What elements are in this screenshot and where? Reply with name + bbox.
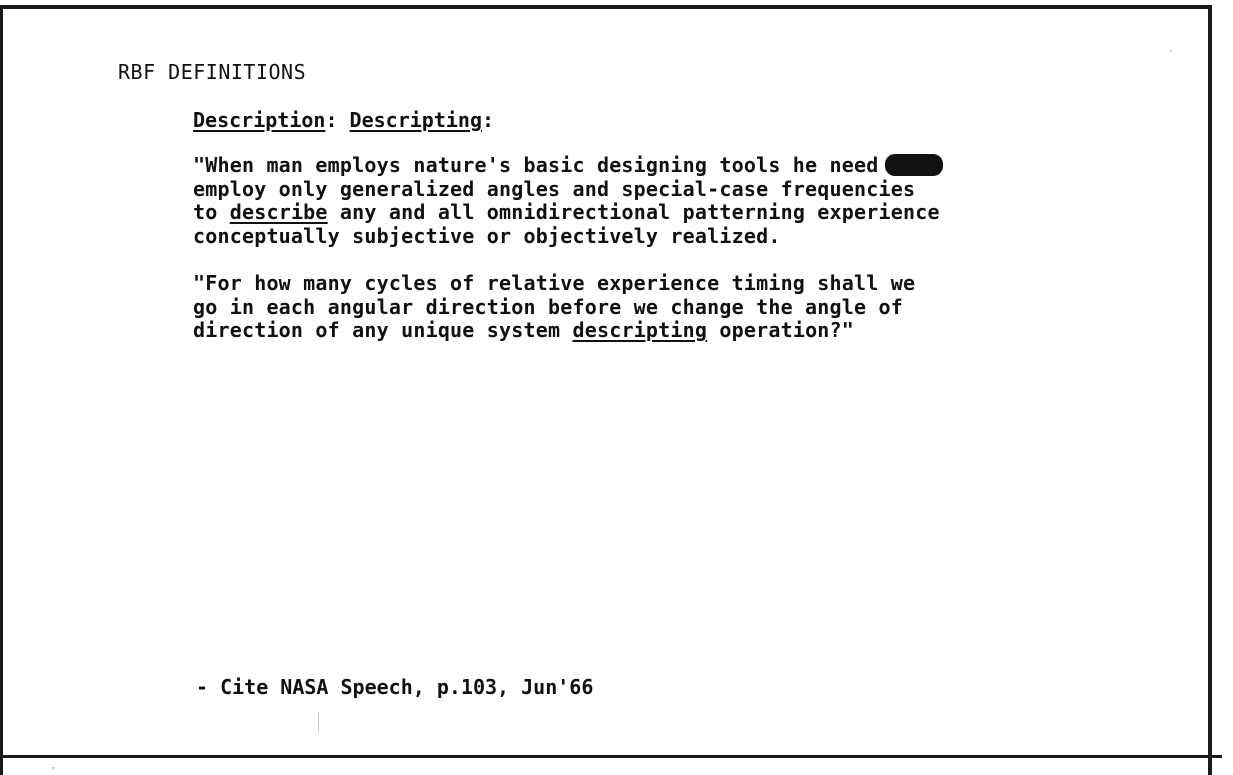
quote-1-line-3-before: to	[193, 200, 230, 224]
redaction-mark	[885, 154, 943, 176]
quote-1-line-2: employ only generalized angles and special-case frequencies	[193, 176, 916, 201]
card-heading: RBF DEFINITIONS	[118, 60, 307, 84]
quote-2-line-1: "For how many cycles of relative experience timing shall we	[193, 271, 916, 295]
quote-2-line-3-before: direction of any unique system	[193, 318, 573, 342]
card-border	[0, 5, 1212, 775]
quote-1-line-1: "When man employs nature's basic designing tools he need	[193, 153, 879, 177]
quote-2-line-2: go in each angular direction before we change the angle of	[193, 294, 903, 319]
term-descripting: Descripting	[349, 108, 482, 132]
card-bottom-rule	[0, 755, 1222, 758]
paper-speck	[52, 767, 55, 769]
quote-paragraph-1	[193, 154, 943, 248]
term-description: Description	[193, 108, 326, 132]
term-separator-1: :	[325, 108, 350, 132]
term-separator-2: :	[482, 108, 495, 132]
quote-1-underlined-word: describe	[229, 200, 328, 224]
defined-terms	[193, 108, 494, 132]
quote-paragraph-2	[193, 272, 915, 343]
quote-2-line-3-after: operation?"	[707, 318, 855, 342]
quote-1-line-3-after: any and all omnidirectional patterning experience	[327, 200, 940, 224]
quote-1-line-4: conceptually subjective or objectively realized.	[193, 223, 781, 248]
citation: - Cite NASA Speech, p.103, Jun'66	[196, 675, 594, 699]
quote-2-underlined-word: descripting	[572, 318, 708, 342]
paper-speck	[1170, 50, 1172, 52]
paper-speck	[318, 712, 319, 732]
